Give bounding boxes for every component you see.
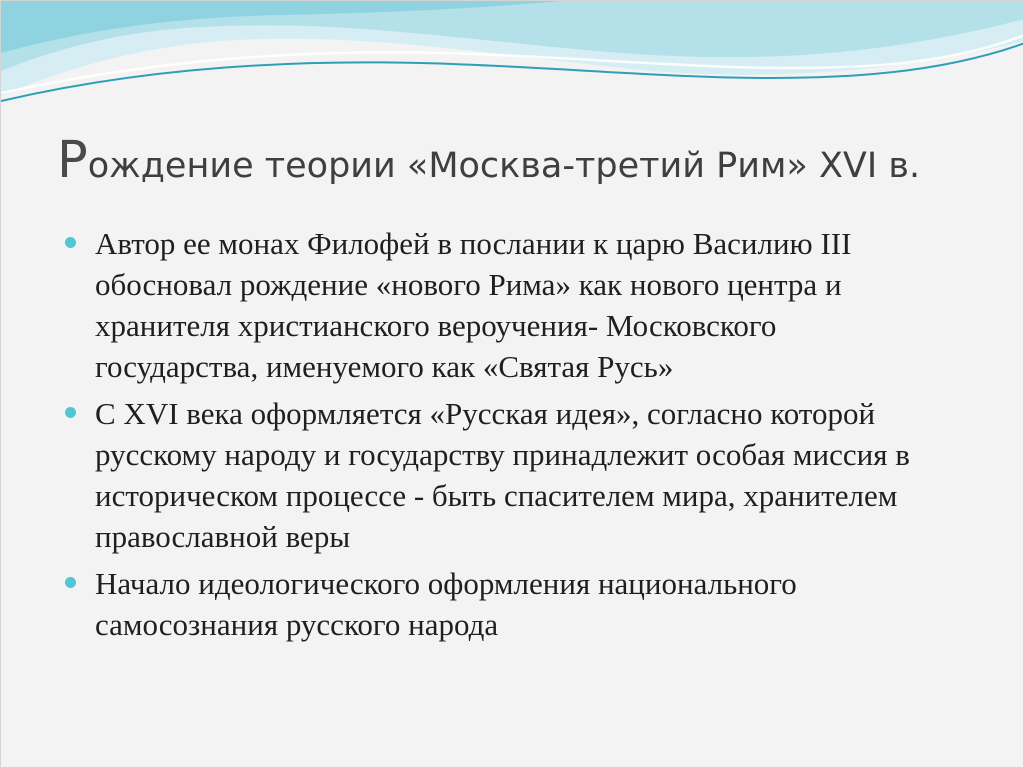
title-text: ождение теории «Москва-третий Рим» XVI в. bbox=[87, 146, 921, 186]
bullet-dot-icon bbox=[65, 407, 76, 418]
bullet-item bbox=[65, 223, 945, 387]
bullet-text: С XVI века оформляется «Русская идея», согласно которой русскому народу и государству принадлежит особая миссия в историческом процессе - быть спасителем мира, хранителем православной веры bbox=[95, 396, 910, 554]
bullet-text: Автор ее монах Филофей в послании к царю Василию III обосновал рождение «нового Рима» как нового центра и хранителя христианского вероучения- Московского государства, именуемого как «Святая Русь» bbox=[95, 226, 852, 384]
bullet-item bbox=[65, 563, 945, 645]
bullet-item bbox=[65, 393, 945, 557]
title-initial: Р bbox=[57, 131, 88, 190]
bullet-dot-icon bbox=[65, 577, 76, 588]
bullet-list bbox=[65, 223, 945, 651]
slide-title bbox=[57, 131, 987, 190]
bullet-dot-icon bbox=[65, 237, 76, 248]
wave-decoration bbox=[1, 1, 1024, 121]
bullet-text: Начало идеологического оформления национального самосознания русского народа bbox=[95, 566, 797, 642]
